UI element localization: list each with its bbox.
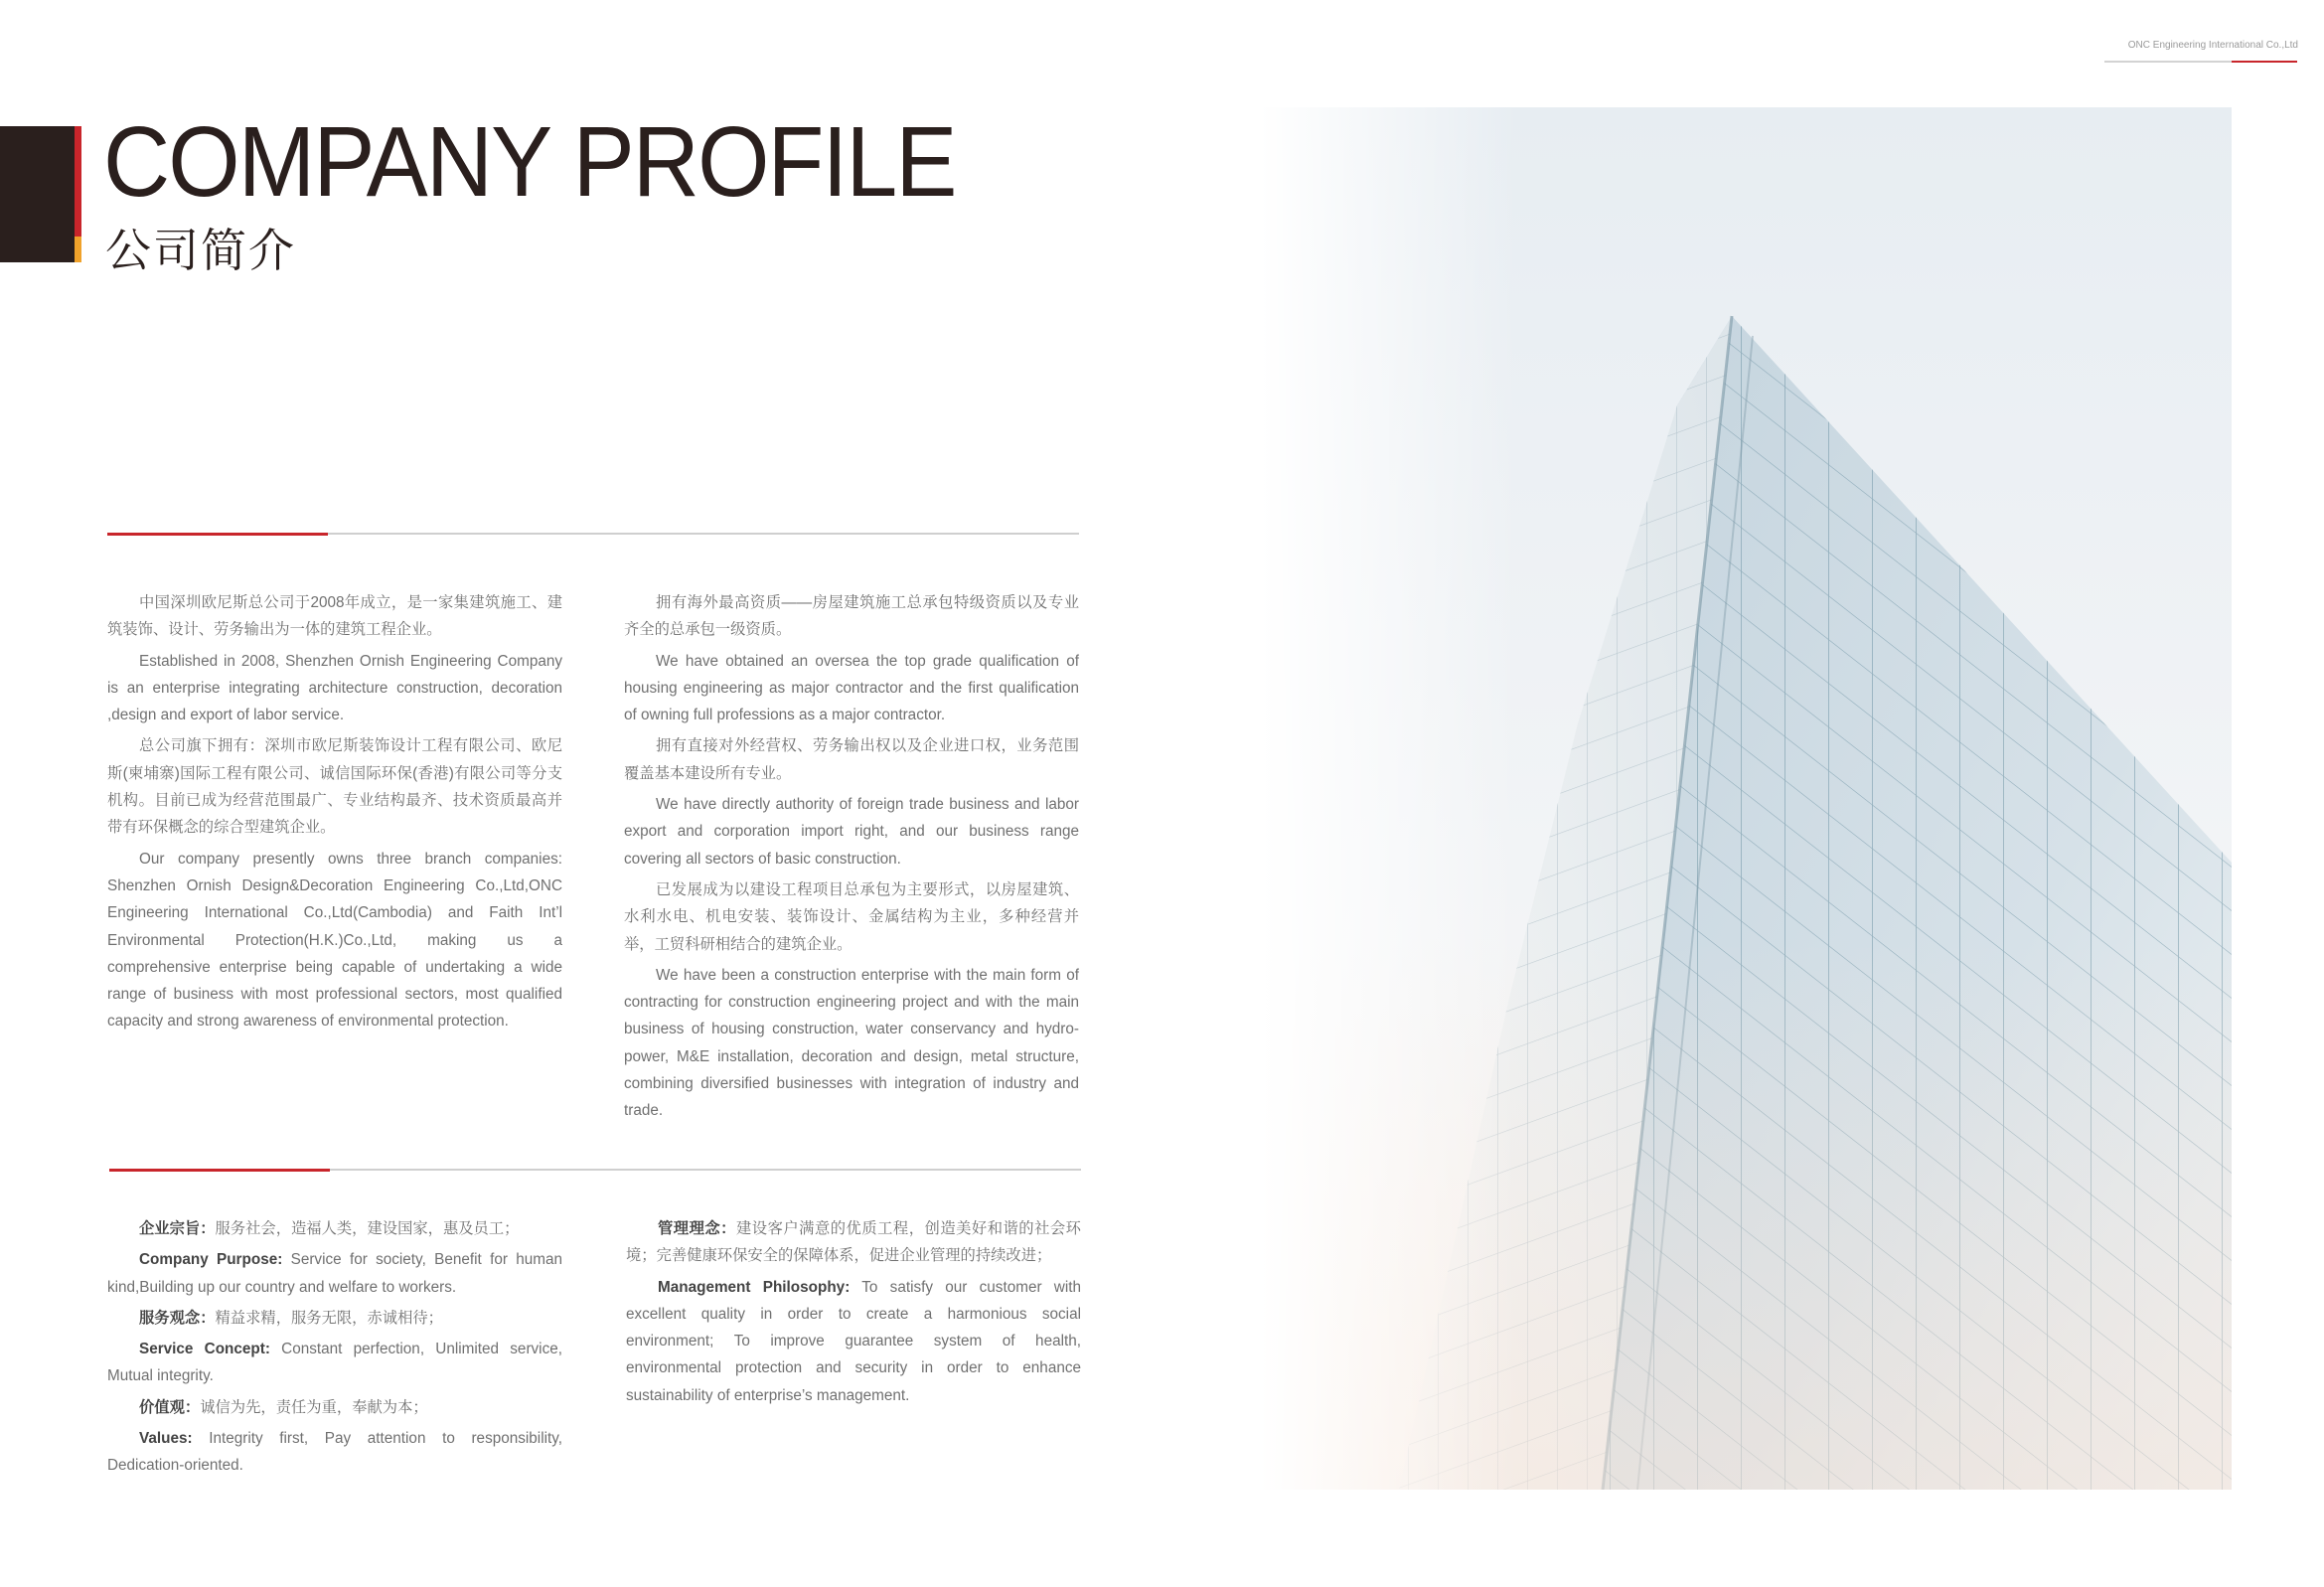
value-label: Company Purpose: bbox=[139, 1251, 283, 1269]
value-text: 服务社会，造福人类，建设国家，惠及员工； bbox=[215, 1220, 520, 1237]
value-label: Values: bbox=[139, 1430, 193, 1448]
intro-right-p4: We have directly authority of foreign trade business and labor export and corporation import right, and our business range covering all sectors of basic construction. bbox=[624, 796, 1079, 868]
page-title-cn: 公司简介 bbox=[105, 224, 296, 277]
header-brand: ONC Engineering International Co.,Ltd bbox=[2127, 40, 2298, 51]
building-photo bbox=[1260, 107, 2232, 1490]
intro-right-column bbox=[624, 589, 1079, 1129]
value-label: 价值观： bbox=[139, 1398, 201, 1416]
values-divider-accent bbox=[109, 1169, 330, 1172]
intro-left-p2: Established in 2008, Shenzhen Ornish Engineering Company is an enterprise integrating architecture construction, decoration ,design and export of labor service. bbox=[107, 652, 562, 724]
intro-left-p1: 中国深圳欧尼斯总公司于2008年成立，是一家集建筑施工、建筑装饰、设计、劳务输出为一体的建筑工程企业。 bbox=[107, 594, 562, 639]
value-item bbox=[107, 1425, 562, 1480]
title-accent-yellow bbox=[75, 237, 81, 262]
intro-divider bbox=[107, 533, 1079, 535]
value-item bbox=[107, 1394, 562, 1421]
header-rule-red bbox=[2232, 61, 2297, 63]
intro-left-p4: Our company presently owns three branch companies: Shenzhen Ornish Design&Decoration Engineering Co.,Ltd,ONC Engineering International Co.,Ltd(Cambodia) and Faith Int’l Environmental Protection(H.K.)Co.,Ltd, making us a comprehensive enterprise being capable of undertaking a wide range of business with most professional sectors, most qualified capacity and strong awareness of environmental protection. bbox=[107, 850, 562, 1031]
value-item bbox=[626, 1215, 1081, 1270]
intro-right-p2: We have obtained an oversea the top grade qualification of housing engineering as major contractor and the first qualification of owning full professions as a major contractor. bbox=[624, 652, 1079, 724]
value-text: 精益求精，服务无限，赤诚相待； bbox=[215, 1309, 443, 1327]
value-label: 服务观念： bbox=[139, 1309, 216, 1327]
intro-right-p1: 拥有海外最高资质——房屋建筑施工总承包特级资质以及专业齐全的总承包一级资质。 bbox=[624, 594, 1079, 639]
value-item bbox=[626, 1274, 1081, 1409]
value-label: Service Concept: bbox=[139, 1341, 270, 1358]
value-item bbox=[107, 1305, 562, 1332]
page-title: COMPANY PROFILE bbox=[103, 106, 956, 218]
value-text: Constant perfection, Unlimited service, Mutual integrity. bbox=[107, 1341, 562, 1385]
value-text: Integrity first, Pay attention to responsibility, Dedication-oriented. bbox=[107, 1430, 562, 1475]
value-item bbox=[107, 1246, 562, 1301]
value-label: 管理理念： bbox=[658, 1220, 736, 1237]
intro-right-p3: 拥有直接对外经营权、劳务输出权以及企业进口权，业务范围覆盖基本建设所有专业。 bbox=[624, 737, 1079, 782]
value-item bbox=[107, 1336, 562, 1390]
values-divider bbox=[109, 1169, 1081, 1171]
title-block bbox=[0, 126, 75, 262]
value-label: 企业宗旨： bbox=[139, 1220, 216, 1237]
intro-divider-accent bbox=[107, 533, 328, 536]
intro-left-column bbox=[107, 589, 562, 1039]
value-text: To satisfy our customer with excellent quality in order to create a harmonious social environment; To improve guarantee system of health, environmental protection and security in order to enhance sustainability of enterprise’s management. bbox=[626, 1278, 1082, 1404]
value-text: Service for society, Benefit for human kind,Building up our country and welfare to workers. bbox=[107, 1251, 563, 1296]
values-left-column bbox=[107, 1215, 562, 1484]
intro-right-p6: We have been a construction enterprise with the main form of contracting for construction engineering project and with the main business of housing construction, water conservancy and hydro-power, M&E installation, decoration and design, metal structure, combining diversified businesses with integration of industry and trade. bbox=[624, 966, 1079, 1120]
value-label: Management Philosophy: bbox=[658, 1278, 851, 1296]
value-text: 建设客户满意的优质工程，创造美好和谐的社会环境；完善健康环保安全的保障体系，促进企业管理的持续改进； bbox=[626, 1220, 1081, 1265]
header-rule-gray bbox=[2104, 61, 2232, 63]
value-item bbox=[107, 1215, 562, 1242]
intro-right-p5: 已发展成为以建设工程项目总承包为主要形式，以房屋建筑、水利水电、机电安装、装饰设计、金属结构为主业，多种经营并举，工贸科研相结合的建筑企业。 bbox=[624, 880, 1079, 953]
value-text: 诚信为先，责任为重，奉献为本； bbox=[200, 1398, 428, 1416]
values-right-column bbox=[626, 1215, 1081, 1413]
intro-left-p3: 总公司旗下拥有：深圳市欧尼斯装饰设计工程有限公司、欧尼斯(柬埔寨)国际工程有限公司、诚信国际环保(香港)有限公司等分支机构。目前已成为经营范围最广、专业结构最齐、技术资质最高并带有环保概念的综合型建筑企业。 bbox=[107, 737, 562, 837]
